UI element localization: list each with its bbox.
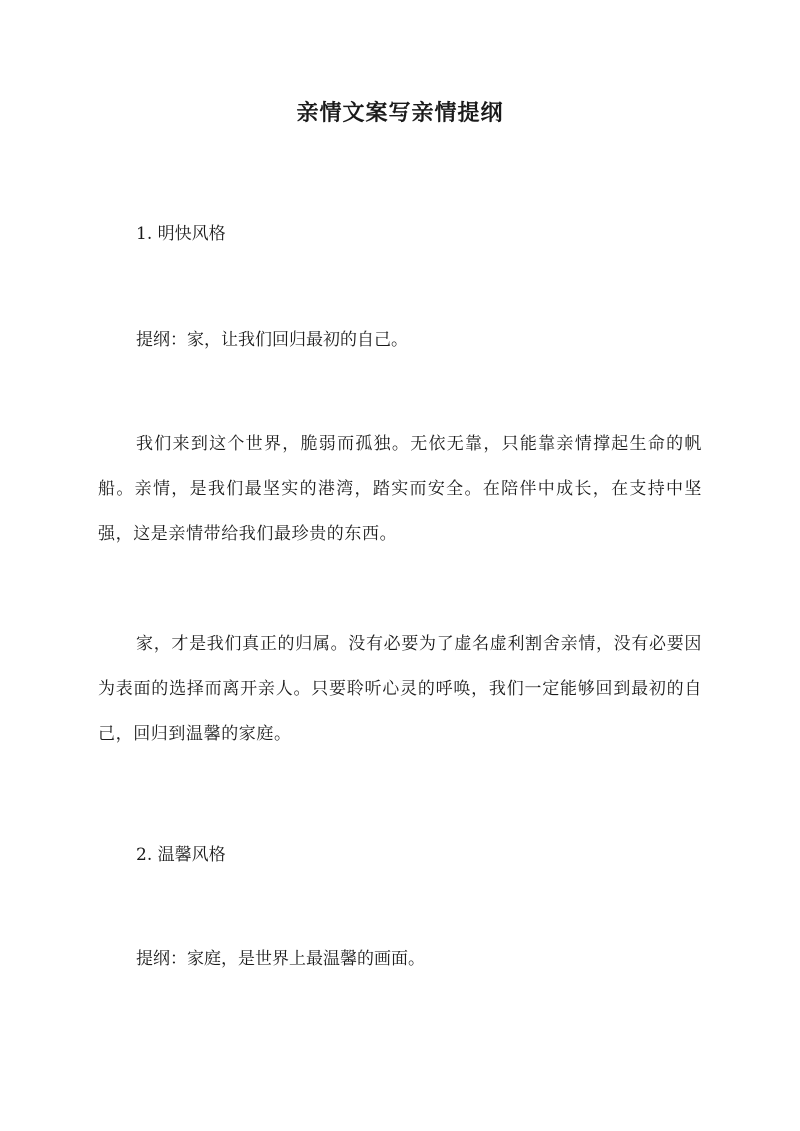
section-1-heading: 1. 明快风格: [136, 224, 226, 244]
section-1-outline: 提纲：家，让我们回归最初的自己。: [136, 330, 408, 350]
document-title: 亲情文案写亲情提纲: [296, 100, 504, 126]
section-2-outline: 提纲：家庭，是世界上最温馨的画面。: [136, 949, 425, 969]
section-2-heading: 2. 温馨风格: [136, 845, 226, 865]
section-1-paragraph-1: 我们来到这个世界，脆弱而孤独。无依无靠，只能靠亲情撑起生命的帆船。亲情，是我们最坚实的港湾，踏实而安全。在陪伴中成长，在支持中坚强，这是亲情带给我们最珍贵的东西。: [98, 434, 702, 544]
section-1-paragraph-2: 家，才是我们真正的归属。没有必要为了虚名虚利割舍亲情，没有必要因为表面的选择而离开亲人。只要聆听心灵的呼唤，我们一定能够回到最初的自己，回归到温馨的家庭。: [98, 634, 702, 744]
